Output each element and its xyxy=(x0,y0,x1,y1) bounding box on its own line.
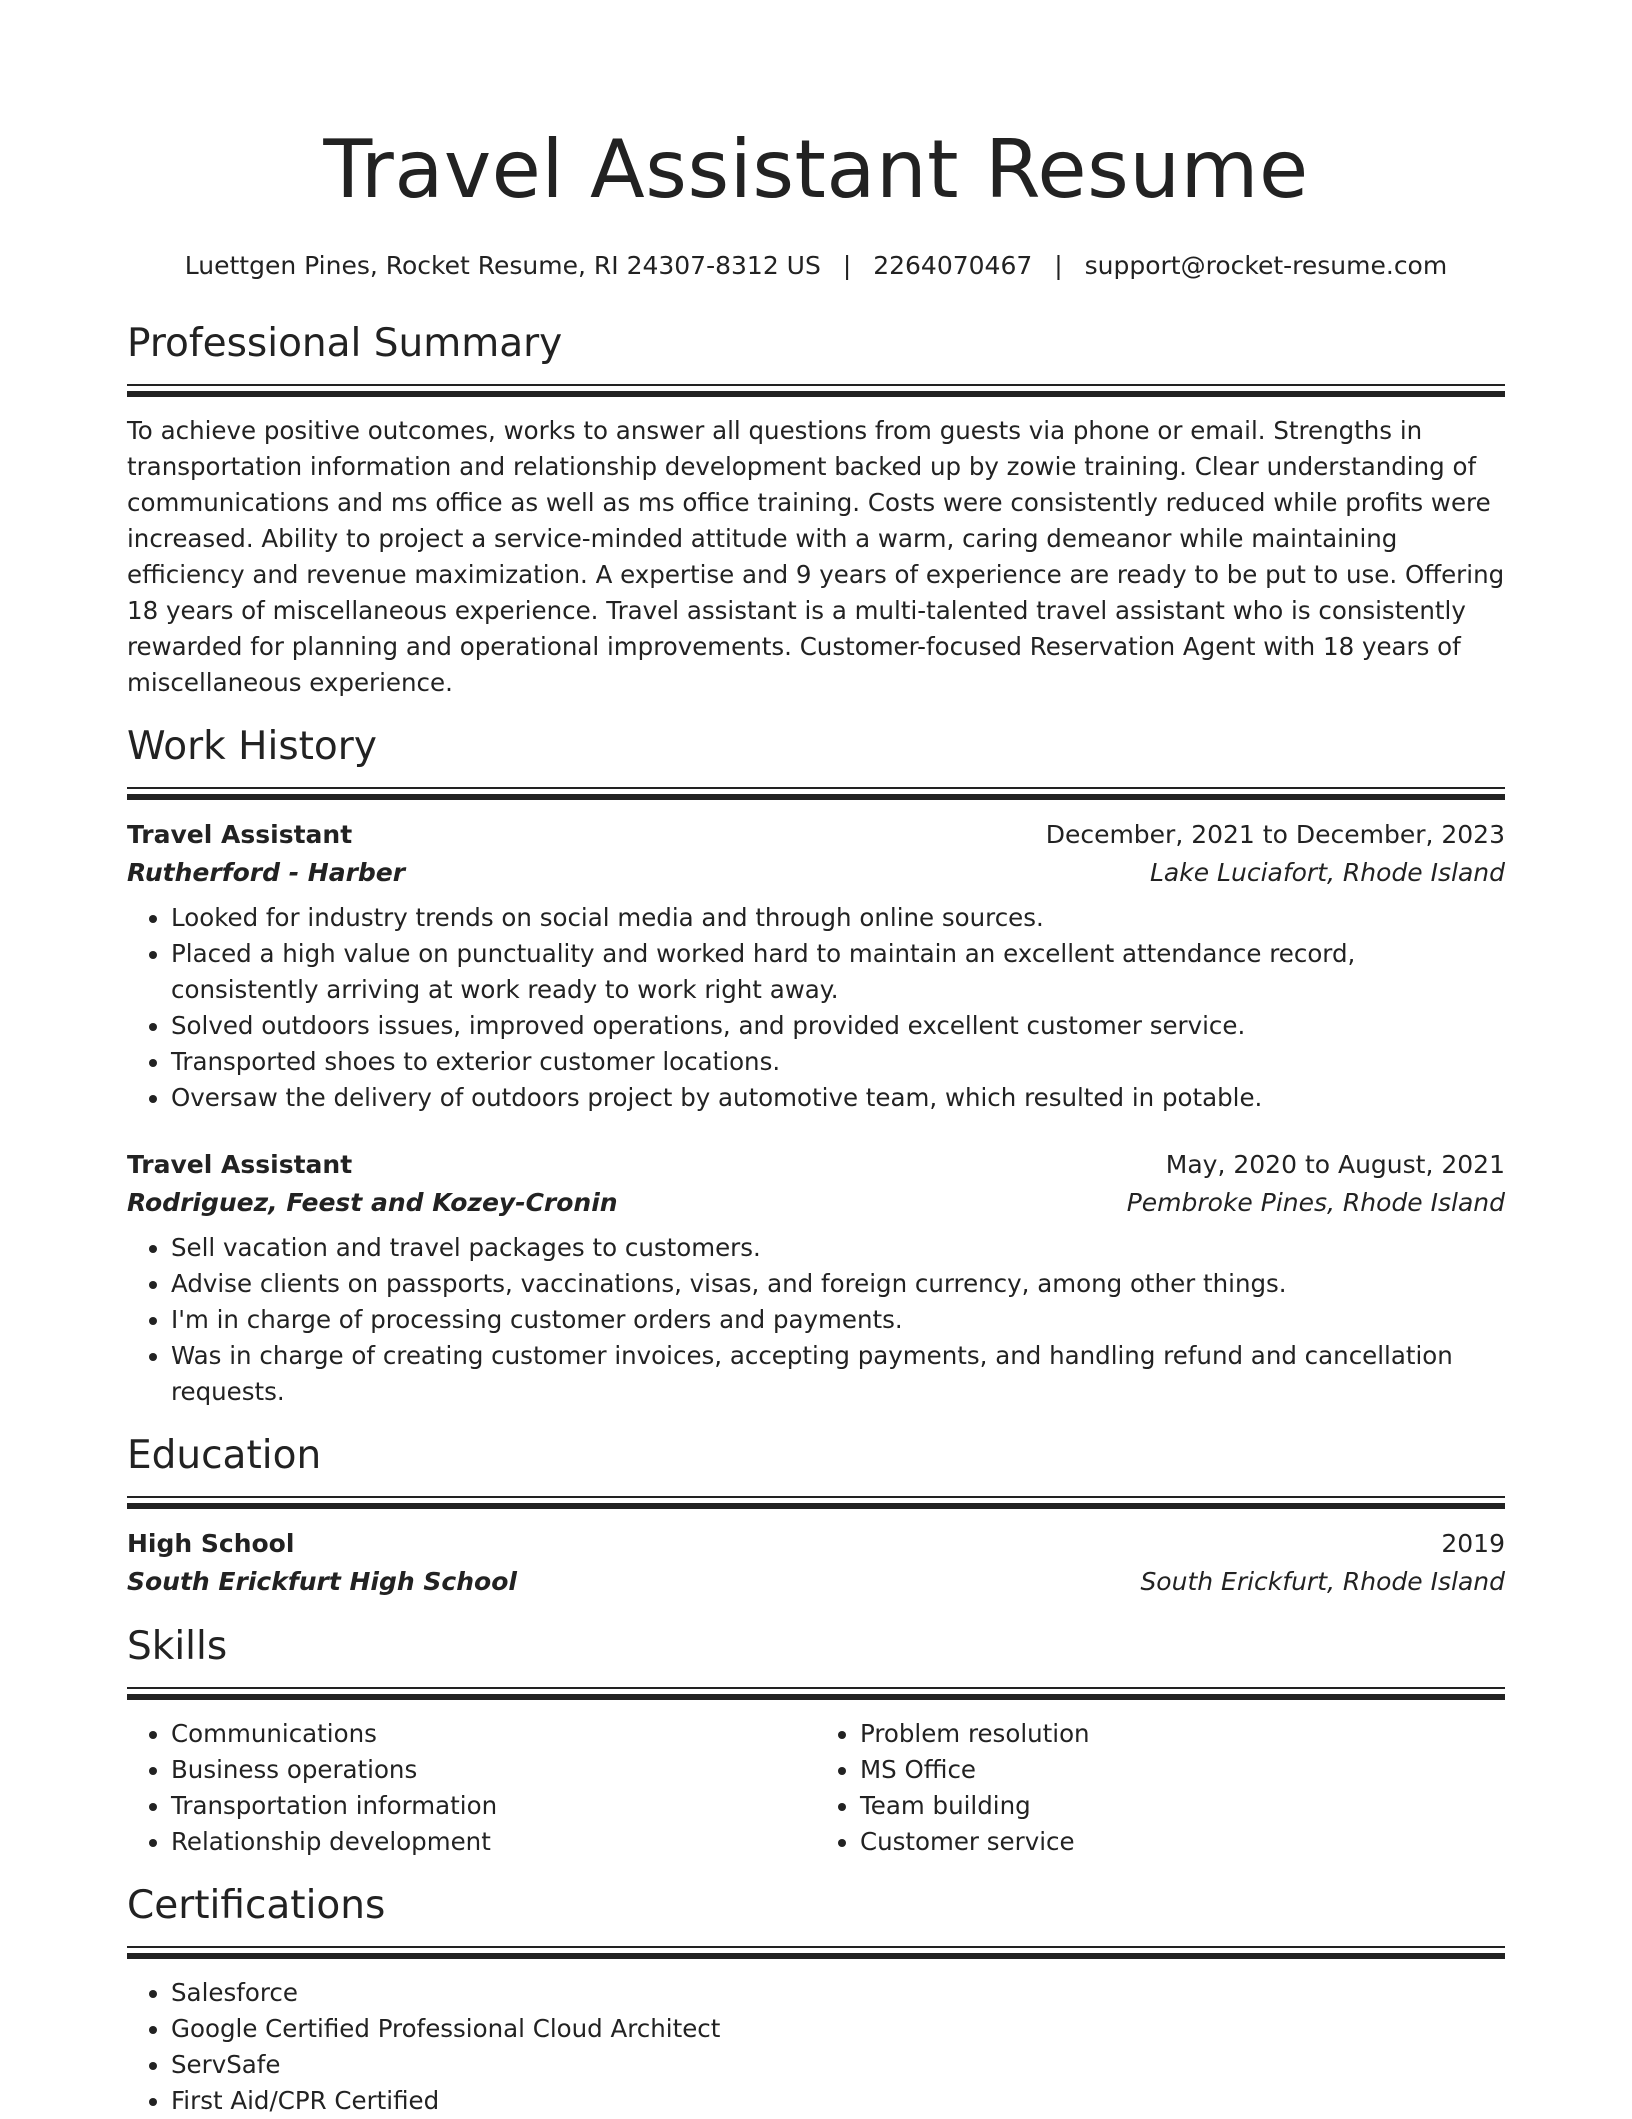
job-header-row xyxy=(127,816,1505,854)
list-item: • MS Office xyxy=(860,1752,1505,1788)
section-divider xyxy=(127,384,1505,397)
list-item: • Relationship development xyxy=(171,1824,816,1860)
list-item: • Salesforce xyxy=(171,1975,1505,2011)
list-item: • Sell vacation and travel packages to customers. xyxy=(171,1230,1505,1266)
skills-section xyxy=(127,1623,1505,1860)
job-entry xyxy=(127,1146,1505,1410)
education-header-row xyxy=(127,1525,1505,1563)
list-item: • Was in charge of creating customer invoices, accepting payments, and handling refund and cancellation requests. xyxy=(171,1338,1505,1410)
education-location: South Erickfurt, Rhode Island xyxy=(1140,1567,1505,1596)
work-section xyxy=(127,723,1505,1410)
contact-separator: | xyxy=(1054,251,1063,280)
list-item: • Team building xyxy=(860,1788,1505,1824)
education-section xyxy=(127,1432,1505,1601)
job-title: Travel Assistant xyxy=(127,1150,353,1179)
section-divider xyxy=(127,787,1505,800)
job-employer-row xyxy=(127,854,1505,892)
list-item: • Oversaw the delivery of outdoors project by automotive team, which resulted in potable. xyxy=(171,1080,1505,1116)
job-employer: Rodriguez, Feest and Kozey-Cronin xyxy=(127,1188,618,1217)
job-bullets xyxy=(127,900,1505,1116)
list-item: • Placed a high value on punctuality and worked hard to maintain an excellent attendance record, consistently arriving at work ready to work right away. xyxy=(171,936,1505,1008)
contact-line xyxy=(127,250,1505,282)
certifications-list xyxy=(127,1975,1505,2119)
contact-address: Luettgen Pines, Rocket Resume, RI 24307-8312 US xyxy=(184,251,821,280)
summary-heading: Professional Summary xyxy=(127,321,563,366)
resume-title: Travel Assistant Resume xyxy=(323,123,1309,216)
list-item: • Google Certified Professional Cloud Architect xyxy=(171,2011,1505,2047)
list-item: • ServSafe xyxy=(171,2047,1505,2083)
job-employer-row xyxy=(127,1184,1505,1222)
education-heading: Education xyxy=(127,1433,322,1478)
job-dates: May, 2020 to August, 2021 xyxy=(1165,1150,1505,1179)
job-bullets xyxy=(127,1230,1505,1410)
skills-heading: Skills xyxy=(127,1624,228,1669)
list-item: • Business operations xyxy=(171,1752,816,1788)
contact-email: support@rocket-resume.com xyxy=(1084,251,1448,280)
contact-phone: 2264070467 xyxy=(873,251,1033,280)
section-divider xyxy=(127,1687,1505,1700)
list-item: • Communications xyxy=(171,1716,816,1752)
education-school-row xyxy=(127,1563,1505,1601)
list-item: • First Aid/CPR Certified xyxy=(171,2083,1505,2119)
list-item: • Looked for industry trends on social media and through online sources. xyxy=(171,900,1505,936)
list-item: • Problem resolution xyxy=(860,1716,1505,1752)
list-item: • Transportation information xyxy=(171,1788,816,1824)
section-divider xyxy=(127,1496,1505,1509)
section-divider xyxy=(127,1946,1505,1959)
certifications-heading: Certifications xyxy=(127,1883,386,1928)
summary-section xyxy=(127,320,1505,701)
job-location: Pembroke Pines, Rhode Island xyxy=(1126,1188,1505,1217)
list-item: • Solved outdoors issues, improved operations, and provided excellent customer service. xyxy=(171,1008,1505,1044)
job-entry xyxy=(127,816,1505,1116)
contact-separator: | xyxy=(842,251,852,280)
list-item: • Transported shoes to exterior customer locations. xyxy=(171,1044,1505,1080)
skills-grid xyxy=(127,1716,1505,1860)
education-school: South Erickfurt High School xyxy=(127,1567,517,1596)
skills-list-left xyxy=(127,1716,816,1860)
work-heading: Work History xyxy=(127,724,377,769)
job-location: Lake Luciafort, Rhode Island xyxy=(1150,858,1505,887)
job-title: Travel Assistant xyxy=(127,820,353,849)
list-item: • Advise clients on passports, vaccinations, visas, and foreign currency, among other things. xyxy=(171,1266,1505,1302)
summary-text: To achieve positive outcomes, works to answer all questions from guests via phone or email. Strengths in transportation information and relationship development backed up by zowie training. Clear understanding of communications and ms office as well as ms office training. Costs were consistently reduced while profits were increased. Ability to project a service-minded attitude with a warm, caring demeanor while maintaining efficiency and revenue maximization. A expertise and 9 years of experience are ready to be put to use. Offering 18 years of miscellaneous experience. Travel assistant is a multi-talented travel assistant who is consistently rewarded for planning and operational improvements. Customer-focused Reservation Agent with 18 years of miscellaneous experience. xyxy=(127,416,1505,697)
certifications-section xyxy=(127,1882,1505,2119)
list-item: • Customer service xyxy=(860,1824,1505,1860)
education-year: 2019 xyxy=(1441,1529,1505,1558)
list-item: • I'm in charge of processing customer orders and payments. xyxy=(171,1302,1505,1338)
job-employer: Rutherford - Harber xyxy=(127,858,406,887)
skills-list-right xyxy=(816,1716,1505,1860)
job-dates: December, 2021 to December, 2023 xyxy=(1045,820,1505,849)
job-header-row xyxy=(127,1146,1505,1184)
education-degree: High School xyxy=(127,1529,295,1558)
